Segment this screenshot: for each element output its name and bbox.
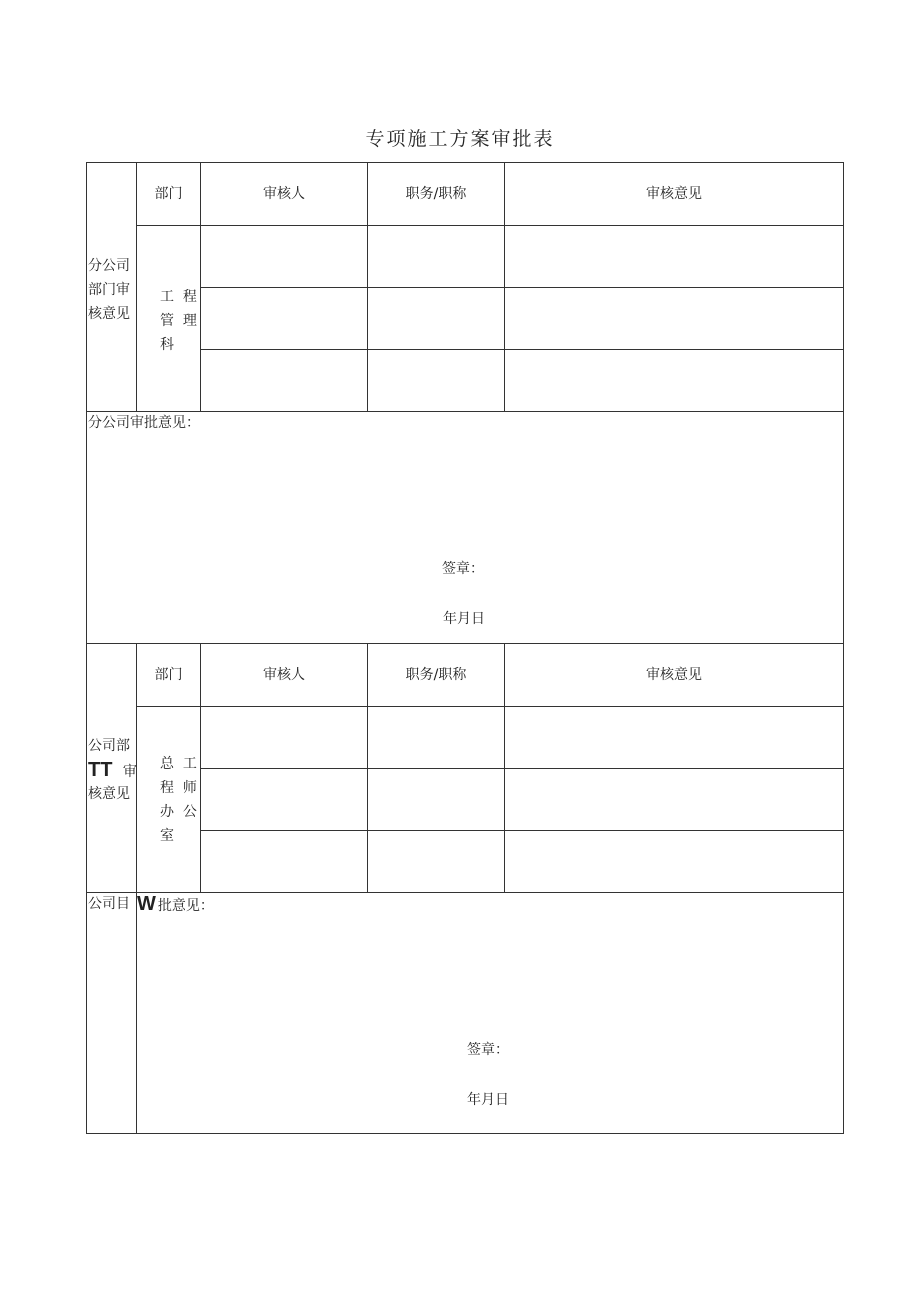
header-opinion: 审核意见 [646,186,702,202]
header-dept: 部门 [154,186,183,202]
section2-approval-prefix: 公司目 [88,896,130,912]
section2-dept-line: 总 工 [160,756,197,772]
table-border-left [86,162,87,1134]
header-reviewer: 审核人 [263,186,305,202]
section1-date-label: 年月日 [443,611,485,627]
table-border-bottom [86,1133,844,1134]
section1-dept-line: 工 程 [160,289,197,305]
table-border-right [843,162,844,1134]
section2-dept-line: 办 公 [160,804,197,820]
section1-approval-label: 分公司审批意见： [88,415,200,431]
section1-label-line: 分公司 [88,258,130,274]
section2-label-line: 核意见 [88,786,130,802]
row-divider [200,830,844,831]
section2-approval-glyph: W [137,893,156,915]
section1-dept-line: 科 [160,337,174,353]
section2-dept-line: 程 师 [160,780,197,796]
col-divider [136,643,137,1133]
header-dept: 部门 [154,667,183,683]
row-divider [200,349,844,350]
section1-seal-label: 签章： [442,561,484,577]
section2-seal-label: 签章： [467,1042,509,1058]
section2-label-glyph: TT [88,759,113,781]
header-reviewer: 审核人 [263,667,305,683]
section1-label-line: 部门审 [88,282,130,298]
row-divider [200,287,844,288]
section2-approval-label [137,891,214,919]
header-position: 职务/职称 [405,667,467,683]
section2-dept-line: 室 [160,828,174,844]
section2-date-label: 年月日 [467,1092,509,1108]
section1-dept-line: 管 理 [160,313,197,329]
section2-label-rest: 审 [122,764,137,780]
row-divider [200,768,844,769]
section1-label-line: 核意见 [88,306,130,322]
page-title: 专项施工方案审批表 [365,128,555,150]
header-position: 职务/职称 [405,186,467,202]
section2-approval-suffix: 批意见： [157,898,214,914]
section2-label-line: 公司部 [88,738,130,754]
header-opinion: 审核意见 [646,667,702,683]
row-divider [136,225,844,226]
row-divider [136,706,844,707]
